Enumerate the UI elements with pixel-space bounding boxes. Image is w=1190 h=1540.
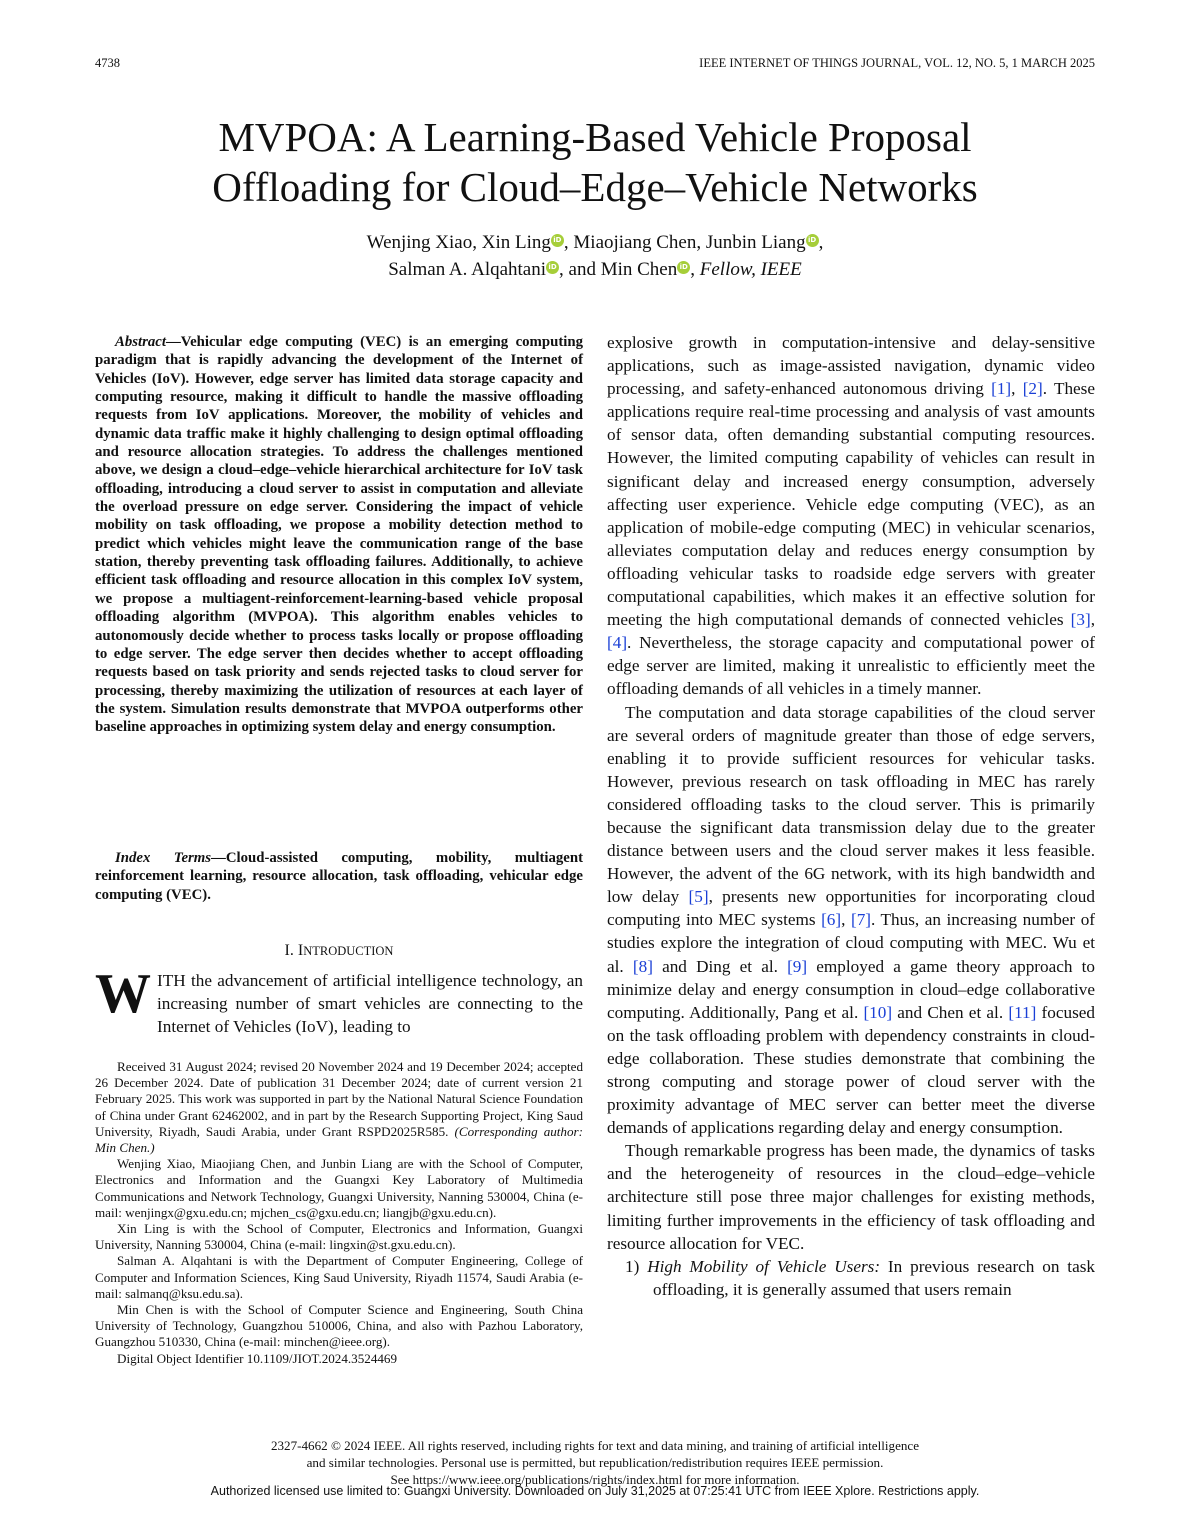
text-run: , presents new opportunities for incorporating cloud computing into MEC systems [607,887,1095,930]
citation-link[interactable]: [1] [991,379,1012,399]
text-run: explosive growth in computation-intensive and delay-sensitive applications, such as image-assisted navigation, dynamic video processing, and safety-enhanced autonomous driving [607,333,1095,399]
title-line-1: MVPOA: A Learning-Based Vehicle Proposal [218,114,972,160]
author-names-1: Wenjing Xiao, Xin Ling [366,232,551,253]
title-line-2: Offloading for Cloud–Edge–Vehicle Networks [212,164,978,210]
drop-cap: W [95,963,151,1025]
orcid-icon[interactable]: iD [546,261,559,274]
citation-link[interactable]: [6] [821,910,842,930]
copyright-line-3: See https://www.ieee.org/publications/rights/index.html for more information. [390,1472,800,1487]
author-names-4: , and Min Chen [559,259,678,280]
copyright-line-2: and similar technologies. Personal use is permitted, but republication/redistribution requires IEEE permission. [306,1455,884,1470]
abstract [95,333,583,737]
citation-link[interactable]: [4] [607,633,628,653]
text-run: , [1011,379,1023,399]
journal-header: IEEE INTERNET OF THINGS JOURNAL, VOL. 12, NO. 5, 1 MARCH 2025 [699,56,1095,70]
citation-link[interactable]: [5] [688,887,709,907]
text-run: , [841,910,851,930]
right-column [607,331,1095,1301]
citation-link[interactable]: [9] [787,956,808,976]
text-run: . Thus, an increasing number of studies explore the integration of cloud computing with MEC. Wu et al. [607,910,1096,976]
license-watermark: Authorized licensed use limited to: Guangxi University. Downloaded on July 31,2025 at 07:25:41 UTC from IEEE Xplore. Restrictions apply. [210,1484,980,1498]
abstract-text: —Vehicular edge computing (VEC) is an emerging computing paradigm that is rapidly advancing the development of the Internet of Vehicles (IoV). However, edge server has limited data storage capacity and computing resource, making it difficult to handle the massive offloading requests from IoV applications. Moreover, the mobility of vehicles and dynamic data traffic make it highly challenging to design optimal offloading and resource allocation strategies. To address the challenges mentioned above, we design a cloud–edge–vehicle hierarchical architecture for IoV task offloading, introducing a cloud server to assist in computation and alleviate the overload pressure on edge server. Considering the impact of vehicle mobility on task offloading, we propose a mobility detection method to predict which vehicles might leave the communication range of the base station, thereby preventing task offloading failures. Additionally, to achieve efficient task offloading and resource allocation in this complex IoV system, we propose a multiagent-reinforcement-learning-based vehicle proposal offloading algorithm (MVPOA). This algorithm enables vehicles to autonomously decide whether to process tasks locally or propose offloading to edge server. The edge server then decides whether to accept offloading requests based on task priority and sends rejected tasks to cloud server for processing, thereby maximizing the utilization of resources at each layer of the system. Simulation results demonstrate that MVPOA outperforms other baseline approaches in optimizing system delay and energy consumption. [95,334,583,736]
text-run: employed a game theory approach to minimize delay and energy consumption in cloud–edge collaborative computing. Additionally, Pang et al. [607,956,1096,1022]
citation-link[interactable]: [7] [850,910,872,930]
body-paragraph-2 [607,701,1095,1140]
footnote-affiliation-3: Salman A. Alqahtani is with the Department of Computer Engineering, College of Computer and Information Sciences, King Saud University, Riyadh 11574, Saudi Arabia (e-mail: salmanq@ksu.edu.sa). [95,1253,583,1301]
abstract-label: Abstract [115,334,166,350]
author-line-1: Wenjing Xiao, Xin Ling iD , Miaojiang Chen, Junbin Liang iD , [366,232,824,253]
index-terms-label: Index Terms [115,850,212,866]
footnote-affiliation-2: Xin Ling is with the School of Computer, Electronics and Information, Guangxi University, Nanning 530004, China (e-mail: lingxin@st.gxu.edu.cn). [95,1221,583,1253]
copyright-notice [160,1437,1030,1488]
text-run: The computation and data storage capabilities of the cloud server are several orders of magnitude greater than those of edge servers, enabling it to provide sufficient resources for vehicular tasks. However, previous research on task offloading in MEC has rarely considered offloading tasks to the cloud server. This is primarily because the significant data transmission delay due to the greater distance between users and the cloud server makes it less feasible. However, the advent of the 6G network, with its high bandwidth and low delay [607,702,1095,907]
citation-link[interactable]: [10] [863,1002,893,1022]
orcid-icon[interactable]: iD [551,234,564,247]
text-run: focused on the task offloading problem with dependency constraints in cloud-edge collaboration. These studies demonstrate that combining the strong computing and storage power of cloud server with the proximity advantage of MEC server can better meet the diverse demands of applications regarding delay and energy consumption. [607,1002,1096,1138]
footnote-doi: Digital Object Identifier 10.1109/JIOT.2024.3524469 [117,1350,398,1366]
citation-link[interactable]: [3] [1070,610,1091,630]
intro-paragraph [95,963,583,1038]
corresponding-author: (Corresponding author: Min Chen.) [95,1123,583,1156]
copyright-line-1: 2327-4662 © 2024 IEEE. All rights reserved, including rights for text and data mining, and training of artificial intelligence [270,1438,920,1453]
text-run: and Chen et al. [892,1002,1009,1022]
list-item-label: High Mobility of Vehicle Users: [647,1256,881,1276]
citation-link[interactable]: [8] [632,956,653,976]
body-paragraph-1 [607,331,1095,701]
footnote-affiliation-1: Wenjing Xiao, Miaojiang Chen, and Junbin Liang are with the School of Computer, Electronics and Information and the Guangxi Key Laboratory of Multimedia Communications and Network Technology, Guangxi University, Nanning 530004, China (e-mail: wenjingx@gxu.edu.cn; mjchen_cs@gxu.edu.cn; liangjb@gxu.edu.cn). [95,1156,583,1220]
page-number: 4738 [95,56,120,70]
section-cap: I [297,942,304,959]
author-names-2: , Miaojiang Chen, Junbin Liang [563,232,806,253]
footnotes [95,1059,583,1367]
author-list [95,229,1095,283]
fellow-title: Fellow, IEEE [699,259,802,280]
section-heading [95,942,583,960]
text-run: and Ding et al. [652,956,788,976]
index-terms-text: —Cloud-assisted computing, mobility, multiagent reinforcement learning, resource allocation, task offloading, vehicular edge computing (VEC). [95,850,584,903]
citation-link[interactable]: [2] [1022,379,1043,399]
orcid-icon[interactable]: iD [806,234,819,247]
text-run: . Nevertheless, the storage capacity and computational power of edge server are limited, making it unrealistic to efficiently meet the offloading demands of all vehicles in a timely manner. [607,633,1095,699]
author-line-2: Salman A. Alqahtani iD , and Min Chen iD , Fellow, IEEE [388,259,802,280]
list-item-text: In previous research on task offloading, it is generally assumed that users remain [653,1256,1095,1299]
footnote-received-text: Received 31 August 2024; revised 20 November 2024 and 19 December 2024; accepted 26 December 2024. Date of publication 31 December 2024; date of current version 21 February 2025. This work was supported in part by the National Natural Science Foundation of China under Grant 62462002, and in part by the Research Supporting Project, King Saud University, Riyadh, Saudi Arabia, under Grant RSPD2025R585. [95,1059,583,1139]
text-run: , [1090,610,1095,630]
footnote-affiliation-4: Min Chen is with the School of Computer Science and Engineering, South China University of Technology, Guangzhou 510006, China, and also with Pazhou Laboratory, Guangzhou 510330, China (e-mail: minchen@ieee.org). [95,1302,583,1350]
paper-title [95,112,1095,212]
body-paragraph-3: Though remarkable progress has been made, the dynamics of tasks and the heterogeneity of resources in the cloud–edge–vehicle architecture still pose three major challenges for existing methods, limiting further improvements in the efficiency of task offloading and resource allocation for VEC. [607,1141,1095,1253]
citation-link[interactable]: [11] [1008,1002,1037,1022]
section-numeral: I. [284,942,298,959]
author-names-3: Salman A. Alqahtani [388,259,547,280]
text-run: . These applications require real-time processing and analysis of vast amounts of sensor data, often demanding substantial computing resources. However, the limited computing capability of vehicles can result in significant delay and increased energy consumption, adversely affecting user experience. Vehicle edge computing (VEC), as an application of mobile-edge computing (MEC) in vehicular scenarios, alleviates computation delay and reduces energy consumption by offloading vehicular tasks to roadside edge servers with greater computational capabilities, which makes it an effective solution for meeting the high computational demands of connected vehicles [607,379,1095,630]
section-title: NTRODUCTION [303,944,394,958]
orcid-icon[interactable]: iD [677,261,690,274]
list-number: 1) [625,1256,648,1276]
list-item [607,1255,1095,1301]
intro-text: ITH the advancement of artificial intelligence technology, an increasing number of smart vehicles are connecting to the Internet of Vehicles (IoV), leading to [157,971,583,1037]
footnote-received [95,1059,583,1156]
index-terms [95,849,583,904]
